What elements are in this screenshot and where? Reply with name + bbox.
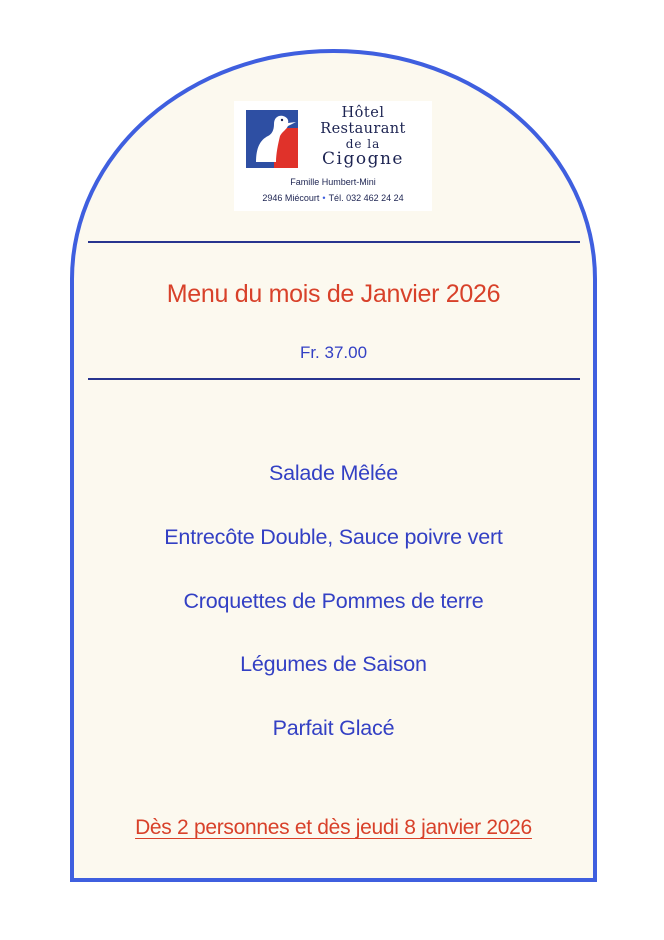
hotel-contact [234, 193, 432, 203]
availability-notice: Dès 2 personnes et dès jeudi 8 janvier 2026 [135, 816, 532, 839]
dish-item: Salade Mêlée [268, 461, 399, 485]
stork-emblem-icon [246, 110, 298, 168]
wordmark-line-1: Hôtel [341, 105, 385, 121]
wordmark-line-3: de la [345, 137, 381, 151]
dish-item: Parfait Glacé [272, 716, 395, 740]
menu-price: Fr. 37.00 [299, 343, 368, 362]
dish-item: Croquettes de Pommes de terre [183, 589, 484, 613]
family-name: Famille Humbert-Mini [290, 177, 376, 187]
separator-dot-icon: • [322, 193, 326, 203]
hotel-logo [234, 101, 432, 211]
wordmark-line-4: Cigogne [322, 149, 404, 169]
hotel-wordmark [300, 106, 426, 168]
menu-title: Menu du mois de Janvier 2026 [166, 280, 501, 308]
divider-bottom [88, 378, 580, 380]
hotel-address: 2946 Miécourt [262, 193, 320, 203]
dish-item: Entrecôte Double, Sauce poivre vert [164, 525, 503, 549]
dish-item: Légumes de Saison [240, 652, 427, 676]
hotel-phone: Tél. 032 462 24 24 [328, 193, 404, 203]
divider-top [88, 241, 580, 243]
wordmark-line-2: Restaurant [320, 120, 406, 137]
